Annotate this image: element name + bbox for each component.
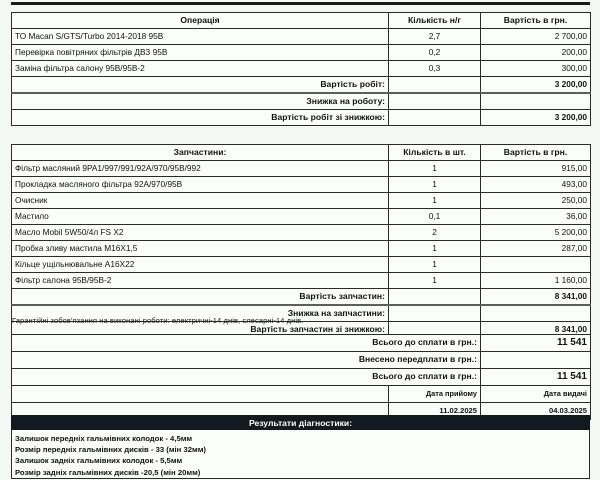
works-header-operation: Операція — [12, 13, 389, 29]
grand-total-row — [12, 335, 591, 352]
parts-row-name: Фільтр масляний 9PA1/997/991/92A/970/95B/992 — [12, 161, 389, 177]
parts-row-sum: 915,00 — [481, 161, 591, 177]
parts-row-qty: 1 — [389, 193, 481, 209]
table-row — [12, 29, 591, 45]
table-row — [12, 273, 591, 289]
parts-row-name: Кільце ущільнювальне A16X22 — [12, 257, 389, 273]
parts-row-qty: 0,1 — [389, 209, 481, 225]
parts-row-qty: 1 — [389, 177, 481, 193]
diagnostics-body — [11, 430, 590, 479]
works-row-name: ТО Macan S/GTS/Turbo 2014-2018 95B — [12, 29, 389, 45]
diagnostics-header: Результати діагностики: — [11, 415, 590, 430]
parts-total-qty — [389, 289, 481, 306]
works-discount-label: Знижка на роботу: — [12, 93, 389, 110]
parts-header-quantity: Кількість в шт. — [389, 145, 481, 161]
works-row-qty: 2,7 — [389, 29, 481, 45]
diagnostics-line: Розмір задніх гальмівних дисків -20,5 (мін 20мм) — [15, 467, 201, 477]
totals-table — [11, 334, 591, 420]
grand-total-value: 11 541 — [481, 335, 591, 352]
table-header-row — [12, 13, 591, 29]
parts-total-discounted-sum: 8 341,00 — [481, 322, 591, 338]
works-total-discounted-sum: 3 200,00 — [481, 110, 591, 126]
parts-row-sum: 36,00 — [481, 209, 591, 225]
parts-row-sum: 1 160,00 — [481, 273, 591, 289]
works-row-sum: 200,00 — [481, 45, 591, 61]
works-total-discounted-label: Вартість робіт зі знижкою: — [12, 110, 389, 126]
date-value-acceptance: 11.02.2025 — [389, 403, 481, 420]
table-row — [12, 241, 591, 257]
warranty-note: Гарантійні зобов'язання на виконані роботи: електричні-14 днів, слесарні-14 днів. — [12, 316, 304, 325]
date-value-issue: 04.03.2025 — [481, 403, 591, 420]
table-row — [12, 209, 591, 225]
works-discount-sum — [481, 93, 591, 110]
parts-total-row — [12, 289, 591, 306]
parts-discount-sum — [481, 305, 591, 322]
parts-discount-qty — [389, 305, 481, 322]
works-row-name: Перевірка повітряних фільтрів ДВЗ 95B — [12, 45, 389, 61]
parts-row-qty: 1 — [389, 241, 481, 257]
date-header-blank — [12, 386, 389, 403]
parts-row-qty: 1 — [389, 161, 481, 177]
parts-row-sum: 493,00 — [481, 177, 591, 193]
table-header-row — [12, 145, 591, 161]
parts-row-sum: 287,00 — [481, 241, 591, 257]
date-header-acceptance: Дата прийому — [389, 386, 481, 403]
prepayment-value — [481, 352, 591, 369]
final-total-value: 11 541 — [481, 369, 591, 386]
works-header-sum: Вартість в грн. — [481, 13, 591, 29]
parts-row-qty: 2 — [389, 225, 481, 241]
works-row-sum: 2 700,00 — [481, 29, 591, 45]
prepayment-label: Внесено передплати в грн.: — [12, 352, 481, 369]
table-row — [12, 45, 591, 61]
parts-total-sum: 8 341,00 — [481, 289, 591, 306]
parts-row-name: Пробка зливу мастила M16X1,5 — [12, 241, 389, 257]
final-total-label: Всього до сплати в грн.: — [12, 369, 481, 386]
diagnostics-section — [11, 415, 590, 479]
parts-row-name: Фільтр салона 95B/95B-2 — [12, 273, 389, 289]
parts-row-name: Мастило — [12, 209, 389, 225]
parts-table — [11, 144, 591, 338]
works-discount-qty — [389, 93, 481, 110]
table-row — [12, 193, 591, 209]
parts-row-sum: 250,00 — [481, 193, 591, 209]
parts-header-name: Запчастини: — [12, 145, 389, 161]
diagnostics-line: Залишок передніх гальмівних колодок - 4,5мм — [15, 434, 193, 443]
date-header-issue: Дата видачі — [481, 386, 591, 403]
diagnostics-line: Залишок задніх гальмівних колодок - 5,5мм — [15, 456, 183, 466]
parts-discount-label: Знижка на запчастини: — [12, 305, 389, 322]
table-row — [12, 61, 591, 77]
final-total-row — [12, 369, 591, 386]
diagnostics-line: Розмір передніх гальмівних дисків - 33 (мін 32мм) — [15, 445, 206, 455]
date-header-row — [12, 386, 591, 403]
works-row-name: Заміна фільтра салону 95B/95B-2 — [12, 61, 389, 77]
table-row — [12, 257, 591, 273]
works-row-qty: 0,3 — [389, 61, 481, 77]
works-total-label: Вартість робіт: — [12, 77, 389, 94]
parts-row-qty: 1 — [389, 273, 481, 289]
prepayment-row — [12, 352, 591, 369]
works-total-qty — [389, 77, 481, 94]
parts-row-name: Прокладка масляного фільтра 92A/970/95B — [12, 177, 389, 193]
parts-total-label: Вартість запчастин: — [12, 289, 389, 306]
table-row — [12, 161, 591, 177]
parts-row-qty: 1 — [389, 257, 481, 273]
parts-header-sum: Вартість в грн. — [481, 145, 591, 161]
table-row — [12, 177, 591, 193]
works-header-quantity: Кількість н/г — [389, 13, 481, 29]
top-cut-row-divider — [11, 2, 590, 5]
parts-row-name: Очисник — [12, 193, 389, 209]
parts-row-sum: 5 200,00 — [481, 225, 591, 241]
works-discount-row — [12, 93, 591, 110]
parts-total-discounted-label: Вартість запчастин зі знижкою: — [12, 322, 389, 338]
parts-row-name: Масло Mobil 5W50/4л FS X2 — [12, 225, 389, 241]
grand-total-label: Всього до сплати в грн.: — [12, 335, 481, 352]
works-total-sum: 3 200,00 — [481, 77, 591, 94]
table-row — [12, 225, 591, 241]
parts-row-sum — [481, 257, 591, 273]
works-total-discounted-qty — [389, 110, 481, 126]
works-table — [11, 12, 591, 126]
works-row-qty: 0,2 — [389, 45, 481, 61]
works-total-discounted-row — [12, 110, 591, 126]
works-row-sum: 300,00 — [481, 61, 591, 77]
works-total-row — [12, 77, 591, 94]
